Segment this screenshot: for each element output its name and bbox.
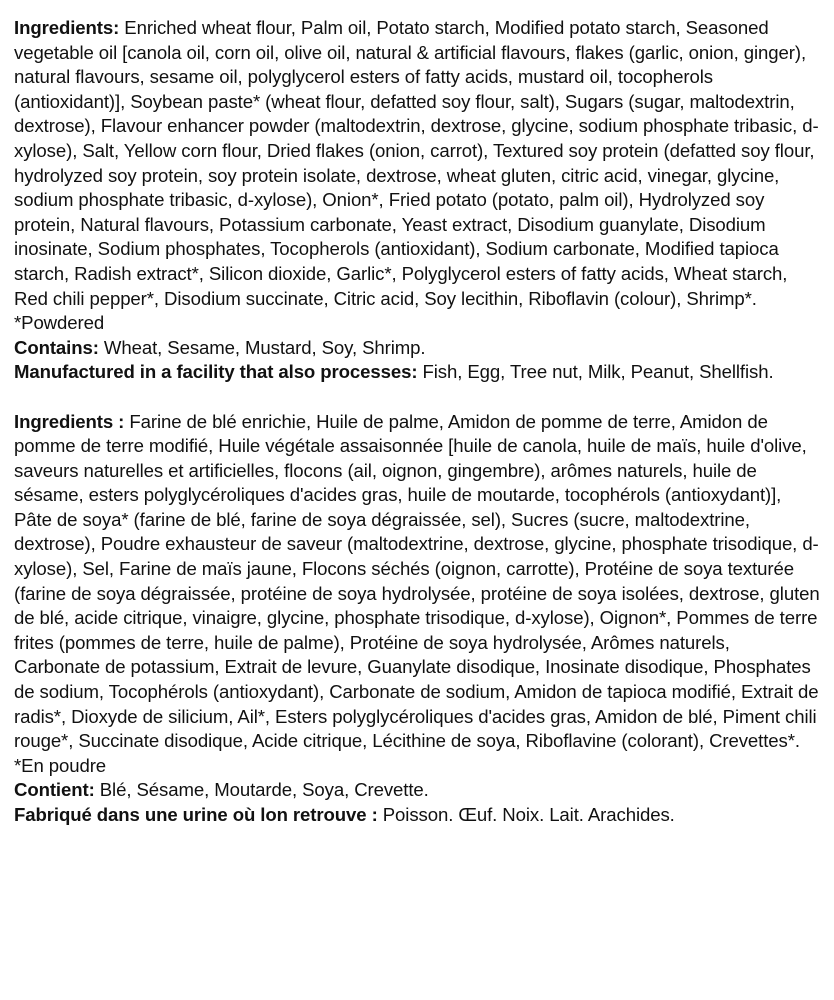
french-contains (14, 778, 820, 803)
english-facility-label: Manufactured in a facility that also processes: (14, 361, 418, 383)
french-contains-label: Contient: (14, 779, 95, 801)
french-section (14, 410, 820, 828)
english-section (14, 16, 820, 385)
english-footnote: *Powdered (14, 312, 105, 334)
english-facility-text: Fish, Egg, Tree nut, Milk, Peanut, Shellfish. (417, 361, 774, 383)
french-ingredients-text: Farine de blé enrichie, Huile de palme, Amidon de pomme de terre, Amidon de pomme de terre modifié, Huile végétale assaisonnée [huile de canola, huile de maïs, huile d'olive, saveurs naturelles et artificielles, flocons (ail, oignon, gingembre), arômes naturels, huile de sésame, esters polyglycéroliques d'acides gras, huile de moutarde, tocophérols (antioxydant)], Pâte de soya* (farine de blé, farine de soya dégraissée, sel), Sucres (sucre, maltodextrine, dextrose), Poudre exhausteur de saveur (maltodextrine, dextrose, glycine, phosphate trisodique, d-xylose), Sel, Farine de maïs jaune, Flocons séchés (oignon, carrotte), Protéine de soya texturée (farine de soya dégraissée, protéine de soya hydrolysée, protéine de soya isolées, dextrose, gluten de blé, acide citrique, vinaigre, glycine, phosphate trisodique, d-xylose), Oignon*, Pommes de terre frites (pommes de terre, huile de palme), Protéine de soya hydrolysée, Arômes naturels, Carbonate de potassium, Extrait de levure, Guanylate disodique, Inosinate disodique, Phosphates de sodium, Tocophérols (antioxydant), Carbonate de sodium, Amidon de tapioca modifié, Extrait de radis*, Dioxyde de silicium, Ail*, Esters polyglycéroliques d'acides gras, Amidon de blé, Piment chili rouge*, Succinate disodique, Acide citrique, Lécithine de soya, Riboflavine (colorant), Crevettes*. (14, 410, 820, 752)
french-ingredients (14, 410, 820, 754)
french-footnote: *En poudre (14, 754, 107, 776)
french-facility (14, 803, 820, 828)
english-facility (14, 360, 820, 385)
english-contains-label: Contains: (14, 336, 99, 358)
english-ingredients-label: Ingredients: (14, 17, 120, 38)
english-contains (14, 336, 820, 361)
english-ingredients (14, 16, 820, 311)
english-ingredients-text: Enriched wheat flour, Palm oil, Potato starch, Modified potato starch, Seasoned vegetable oil [canola oil, corn oil, olive oil, natural & artificial flavours, flakes (garlic, onion, ginger), natural flavours, sesame oil, polyglycerol esters of fatty acids, mustard oil, tocopherols (antioxidant)], Soybean paste* (wheat flour, defatted soy flour, salt), Sugars (sugar, maltodextrin, dextrose), Flavour enhancer powder (maltodextrin, dextrose, glycine, sodium phosphate tribasic, d-xylose), Salt, Yellow corn flour, Dried flakes (onion, carrot), Textured soy protein (defatted soy flour, hydrolyzed soy protein, soy protein isolate, dextrose, wheat gluten, citric acid, vinegar, glycine, sodium phosphate tribasic, d-xylose), Onion*, Fried potato (potato, palm oil), Hydrolyzed soy protein, Natural flavours, Potassium carbonate, Yeast extract, Disodium guanylate, Disodium inosinate, Sodium phosphates, Tocopherols (antioxidant), Sodium carbonate, Modified tapioca starch, Radish extract*, Silicon dioxide, Garlic*, Polyglycerol esters of fatty acids, Wheat starch, Red chili pepper*, Disodium succinate, Citric acid, Soy lecithin, Riboflavin (colour), Shrimp*. (14, 17, 819, 309)
english-contains-text: Wheat, Sesame, Mustard, Soy, Shrimp. (98, 336, 426, 358)
french-contains-text: Blé, Sésame, Moutarde, Soya, Crevette. (94, 779, 429, 801)
french-facility-text: Poisson. Œuf. Noix. Lait. Arachides. (377, 804, 675, 825)
french-ingredients-label: Ingredients : (14, 410, 125, 432)
french-facility-label: Fabriqué dans une urine où lon retrouve : (14, 804, 378, 825)
ingredients-label-document (14, 16, 820, 828)
section-spacer (14, 385, 820, 410)
